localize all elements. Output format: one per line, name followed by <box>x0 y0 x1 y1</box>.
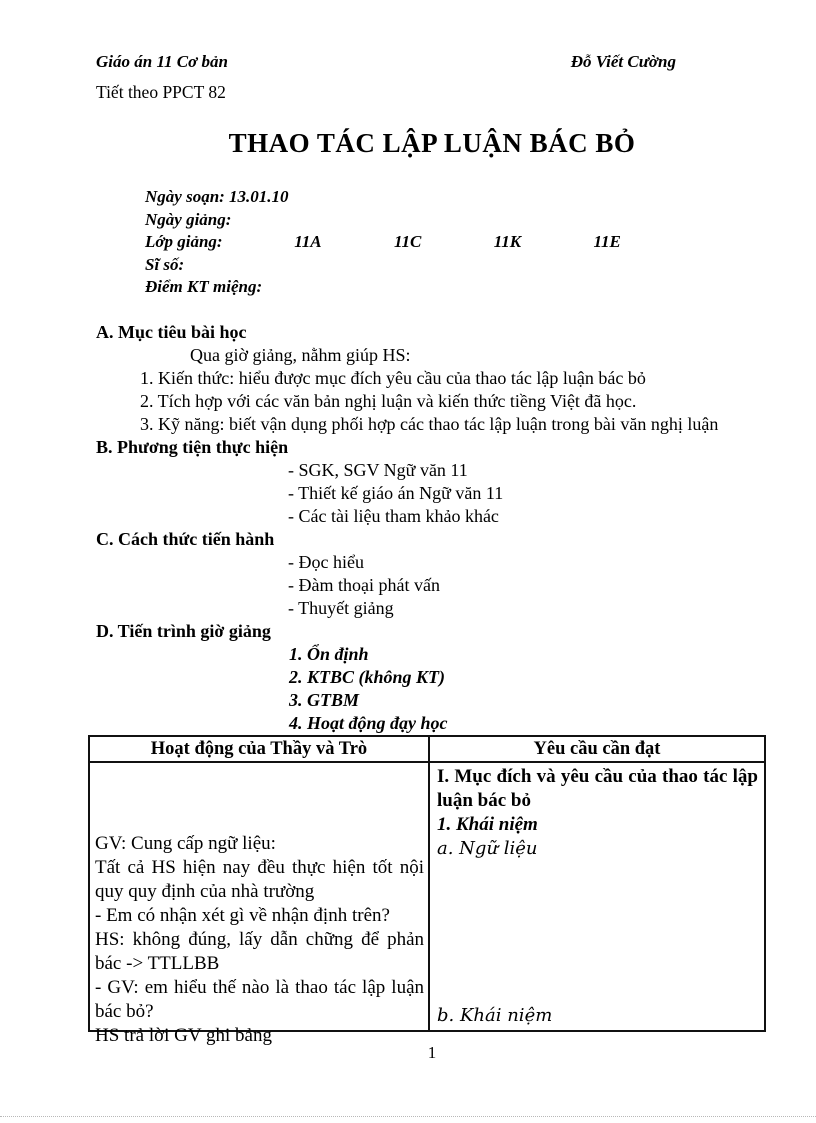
meta-si-so: Sĩ số: <box>145 254 185 274</box>
left-paragraph-5: - GV: em hiểu thế nào là thao tác lập luận bác bỏ? <box>95 977 424 1022</box>
section-c-item-2: - Đàm thoại phát vấn <box>288 575 440 595</box>
section-a-item-3: 3. Kỹ năng: biết vận dụng phối hợp các thao tác lập luận trong bài văn nghị luận <box>140 414 719 434</box>
left-paragraph-1: GV: Cung cấp ngữ liệu: <box>95 833 276 854</box>
left-paragraph-6: HS trả lời GV ghi bảng <box>95 1025 272 1046</box>
right-item-b: b. Khái niệm <box>437 1005 553 1026</box>
section-c-heading: C. Cách thức tiến hành <box>96 529 275 549</box>
meta-block <box>145 186 768 299</box>
page-number: 1 <box>427 1043 437 1062</box>
section-b-item-1: - SGK, SGV Ngữ văn 11 <box>288 460 468 480</box>
section-a-heading: A. Mục tiêu bài học <box>96 322 247 342</box>
meta-diem-kt: Điểm KT miệng: <box>145 277 263 296</box>
header-left-text: Giáo án 11 Cơ bản <box>96 52 228 71</box>
activity-table <box>88 735 766 1046</box>
section-c-item-3: - Thuyết giảng <box>288 598 394 618</box>
right-heading-i: I. Mục đích và yêu cầu của thao tác lập luận bác bỏ <box>437 766 758 811</box>
header-author-text: Đỗ Viết Cường <box>570 52 676 71</box>
right-subheading-1: 1. Khái niệm <box>437 814 538 835</box>
meta-lop-giang-row <box>145 231 768 254</box>
table-header-row <box>90 737 764 763</box>
left-paragraph-3: - Em có nhận xét gì về nhận định trên? <box>95 905 390 926</box>
section-a-intro: Qua giờ giảng, nằhm giúp HS: <box>190 345 411 365</box>
class-11k: 11K <box>493 232 522 251</box>
meta-ngay-giang: Ngày giảng: <box>145 209 232 229</box>
sections <box>0 321 796 735</box>
section-d-heading: D. Tiến trình giờ giảng <box>96 621 271 641</box>
section-a-item-2: 2. Tích hợp với các văn bản nghị luận và kiến thức tiềng Việt đã học. <box>140 391 637 411</box>
section-b-item-2: - Thiết kế giáo án Ngữ văn 11 <box>288 483 504 503</box>
section-d-item-4: 4. Hoạt động đạy học <box>289 713 448 733</box>
table-header-requirements: Yêu cầu cần đạt <box>533 739 661 759</box>
class-11a: 11A <box>294 232 322 251</box>
table-cell-requirements <box>430 763 764 1030</box>
page-title: THAO TÁC LẬP LUẬN BÁC BỎ <box>228 128 636 158</box>
left-paragraph-4: HS: không đúng, lấy dẫn chững để phản bác -> TTLLBB <box>95 929 424 974</box>
section-c-item-1: - Đọc hiểu <box>288 552 364 572</box>
meta-ngay-soan: Ngày soạn: 13.01.10 <box>145 187 289 206</box>
table-body-row <box>90 763 764 1046</box>
section-b-heading: B. Phương tiện thực hiện <box>96 437 289 457</box>
section-a-item-1: 1. Kiến thức: hiểu được mục đích yêu cầu của thao tác lập luận bác bỏ <box>140 368 646 388</box>
right-cell-spacer <box>437 861 758 1004</box>
section-d-item-3: 3. GTBM <box>289 690 360 710</box>
table-cell-activities <box>90 763 430 1046</box>
left-paragraph-2: Tất cả HS hiện nay đều thực hiện tốt nội quy quy định của nhà trường <box>95 857 424 902</box>
page-header <box>96 52 676 72</box>
section-d-item-2: 2. KTBC (không KT) <box>289 667 446 687</box>
page-bottom-edge <box>0 1116 816 1117</box>
right-item-a: a. Ngữ liệu <box>437 838 538 859</box>
class-11e: 11E <box>593 232 621 251</box>
class-11c: 11C <box>394 232 422 251</box>
header-lesson-number: Tiết theo PPCT 82 <box>96 82 226 102</box>
section-b-item-3: - Các tài liệu tham khảo khác <box>288 506 499 526</box>
meta-lop-label: Lớp giảng: <box>145 232 223 251</box>
table-header-activities: Hoạt động của Thầy và Trò <box>90 737 430 761</box>
section-d-item-1: 1. Ổn định <box>289 644 369 664</box>
